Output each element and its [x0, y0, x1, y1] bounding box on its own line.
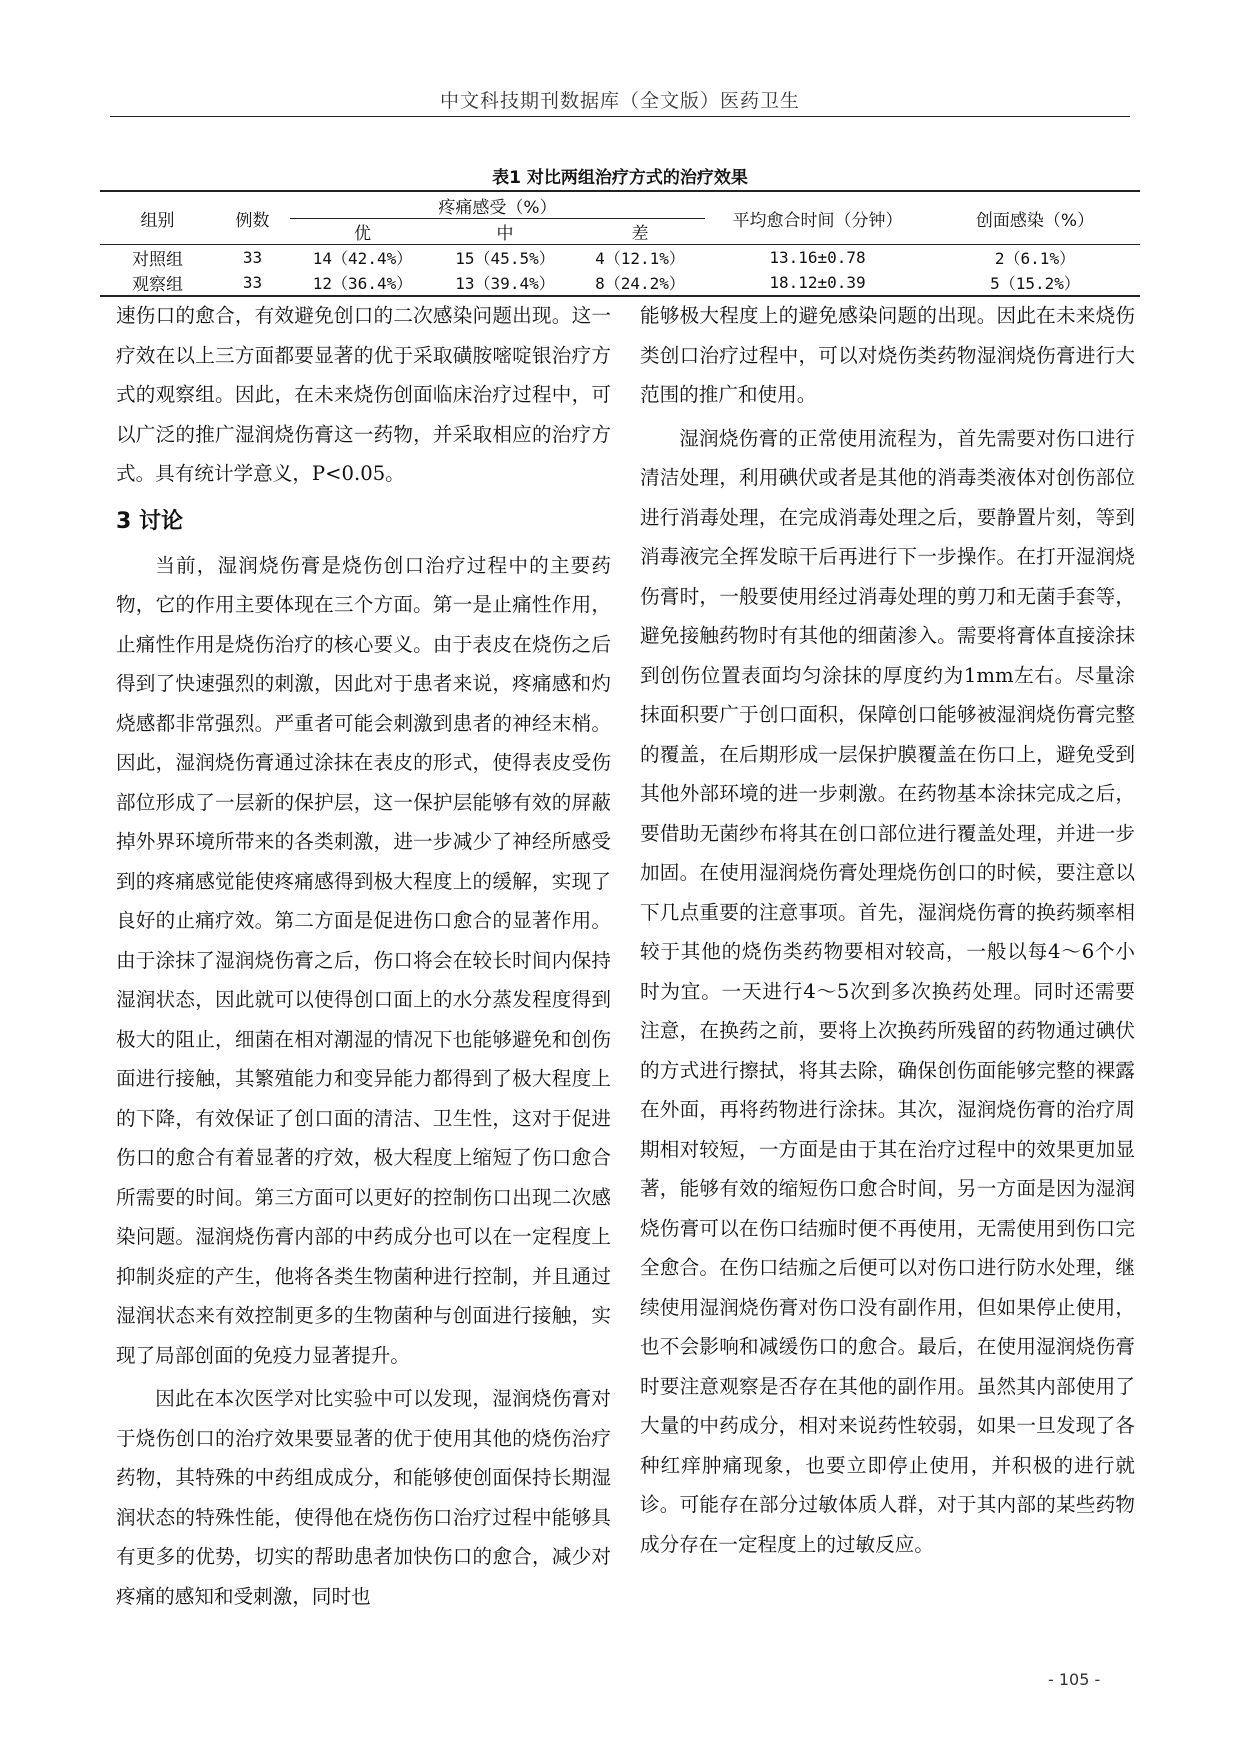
table-row [100, 270, 1140, 296]
header-infection: 创面感染（%） [975, 210, 1095, 231]
cell-group: 观察组 [132, 275, 183, 295]
cell-heal-time: 13.16±0.78 [769, 248, 866, 267]
paragraph: 因此在本次医学对比实验中可以发现，湿润烧伤膏对于烧伤创口的治疗效果要显著的优于使用其他的烧伤治疗药物，其特殊的中药组成成分，和能够使创面保持长期湿润状态的特殊性能，使得他在烧伤伤口治疗过程中能够具有更多的优势，切实的帮助患者加快伤口的愈合，减少对疼痛的感知和受刺激，同时也 [116, 1387, 611, 1608]
page-number: - 105 - [1048, 1670, 1101, 1689]
running-header: 中文科技期刊数据库（全文版）医药卫生 [439, 90, 800, 112]
section-heading: 3 讨论 [116, 508, 183, 534]
left-column [116, 296, 611, 1616]
cell-good: 14（42.4%） [312, 249, 413, 268]
header-pain: 疼痛感受（%） [290, 191, 705, 219]
table-row [100, 245, 1140, 271]
paragraph: 当前，湿润烧伤膏是烧伤创口治疗过程中的主要药物，它的作用主要体现在三个方面。第一是止痛性作用，止痛性作用是烧伤治疗的核心要义。由于表皮在烧伤之后得到了快速强烈的刺激，因此对于患者来说，疼痛感和灼烧感都非常强烈。严重者可能会刺激到患者的神经末梢。因此，湿润烧伤膏通过涂抹在表皮的形式，使得表皮受伤部位形成了一层新的保护层，这一保护层能够有效的屏蔽掉外界环境所带来的各类刺激，进一步减少了神经所感受到的疼痛感觉能使疼痛感得到极大程度上的缓解，实现了良好的止痛疗效。第二方面是促进伤口愈合的显著作用。由于涂抹了湿润烧伤膏之后，伤口将会在较长时间内保持湿润状态，因此就可以使得创口面上的水分蒸发程度得到极大的阻止，细菌在相对潮湿的情况下也能够避免和创伤面进行接触，其繁殖能力和变异能力都得到了极大程度上的下降，有效保证了创口面的清洁、卫生性，这对于促进伤口的愈合有着显著的疗效，极大程度上缩短了伤口愈合所需要的时间。第三方面可以更好的控制伤口出现二次感染问题。湿润烧伤膏内部的中药成分也可以在一定程度上抑制炎症的产生，他将各类生物菌种进行控制，并且通过湿润状态来有效控制更多的生物菌种与创面进行接触，实现了局部创面的免疫力显著提升。 [116, 553, 611, 1367]
cell-poor: 8（24.2%） [595, 274, 685, 293]
cell-cases: 33 [242, 248, 263, 267]
header-cases: 例数 [235, 210, 270, 231]
cell-poor: 4（12.1%） [595, 249, 685, 268]
paragraph: 湿润烧伤膏的正常使用流程为，首先需要对伤口进行清洁处理，利用碘伏或者是其他的消毒类液体对创伤部位进行消毒处理，在完成消毒处理之后，要静置片刻，等到消毒液完全挥发晾干后再进行下一步操作。在打开湿润烧伤膏时，一般要使用经过消毒处理的剪刀和无菌手套等，避免接触药物时有其他的细菌渗入。需要将膏体直接涂抹到创伤位置表面均匀涂抹的厚度约为1mm左右。尽量涂抹面积要广于创口面积，保障创口能够被湿润烧伤膏完整的覆盖，在后期形成一层保护膜覆盖在伤口上，避免受到其他外部环境的进一步刺激。在药物基本涂抹完成之后，要借助无菌纱布将其在创口部位进行覆盖处理，并进一步加固。在使用湿润烧伤膏处理烧伤创口的时候，要注意以下几点重要的注意事项。首先，湿润烧伤膏的换药频率相较于其他的烧伤类药物要相对较高，一般以每4～6个小时为宜。一天进行4～5次到多次换药处理。同时还需要注意，在换药之前，要将上次换药所残留的药物通过碘伏的方式进行擦拭，将其去除，确保创伤面能够完整的裸露在外面，再将药物进行涂抹。其次，湿润烧伤膏的治疗周期相对较短，一方面是由于其在治疗过程中的效果更加显著，能够有效的缩短伤口愈合时间，另一方面是因为湿润烧伤膏可以在伤口结痂时便不再使用，无需使用到伤口完全愈合。在伤口结痂之后便可以对伤口进行防水处理，继续使用湿润烧伤膏对伤口没有副作用，但如果停止使用，也不会影响和减缓伤口的愈合。最后，在使用湿润烧伤膏时要注意观察是否存在其他的副作用。虽然其内部使用了大量的中药成分，相对来说药性较弱，如果一旦发现了各种红痒肿痛现象，也要立即停止使用，并积极的进行就诊。可能存在部分过敏体质人群，对于其内部的某些药物成分存在一定程度上的过敏反应。 [640, 426, 1135, 1556]
header-group: 组别 [140, 210, 175, 231]
cell-mid: 15（45.5%） [455, 249, 555, 268]
cell-mid: 13（39.4%） [455, 274, 555, 293]
header-heal-time: 平均愈合时间（分钟） [732, 210, 903, 231]
results-table [100, 190, 1140, 297]
paragraph: 能够极大程度上的避免感染问题的出现。因此在未来烧伤类创口治疗过程中，可以对烧伤类药物湿润烧伤膏进行大范围的推广和使用。 [640, 304, 1135, 406]
cell-infection: 2（6.1%） [994, 249, 1076, 268]
cell-group: 对照组 [132, 250, 183, 270]
cell-infection: 5（15.2%） [990, 274, 1080, 293]
paragraph: 速伤口的愈合，有效避免创口的二次感染问题出现。这一疗效在以上三方面都要显著的优于采取磺胺嘧啶银治疗方式的观察组。因此，在未来烧伤创面临床治疗过程中，可以广泛的推广湿润烧伤膏这一药物，并采取相应的治疗方式。具有统计学意义，P<0.05。 [116, 304, 611, 485]
header-pain-good: 优 [354, 224, 371, 244]
right-column [640, 296, 1135, 1564]
cell-good: 12（36.4%） [312, 274, 413, 293]
cell-heal-time: 18.12±0.39 [769, 273, 866, 292]
table-caption: 表1 对比两组治疗方式的治疗效果 [492, 168, 748, 188]
header-rule [110, 116, 1130, 117]
cell-cases: 33 [242, 273, 263, 292]
header-pain-mid: 中 [496, 224, 514, 244]
header-pain-poor: 差 [631, 224, 649, 244]
